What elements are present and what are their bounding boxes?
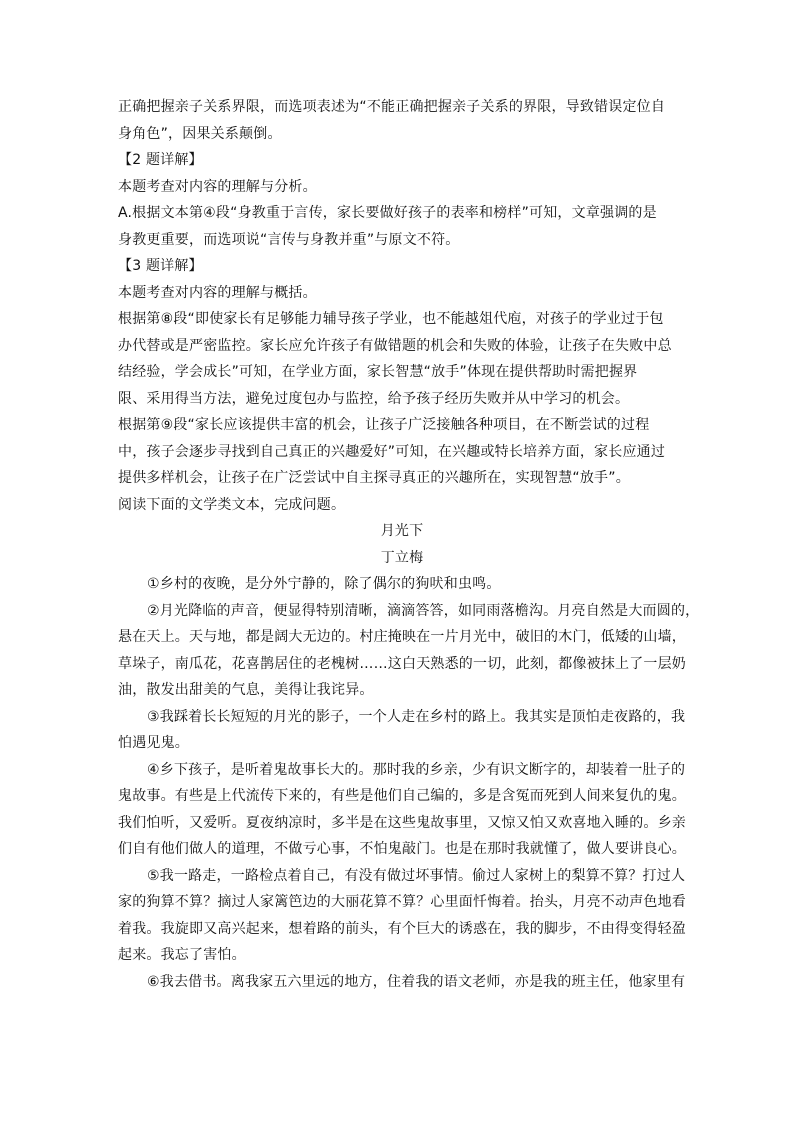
- text-line: 结经验，学会成长”可知，在学业方面，家长智慧“放手”体现在提供帮助时需把握界: [118, 364, 638, 380]
- document-page: [118, 94, 700, 995]
- text-line: A.根据文本第④段“身教重于言传，家长要做好孩子的表率和榜样”可知，文章强调的是: [118, 205, 657, 221]
- text-line: 本题考查对内容的理解与分析。: [118, 178, 317, 195]
- article-title: 月光下: [380, 523, 424, 539]
- paragraph-4: ④乡下孩子，是听着鬼故事长大的。那时我的乡亲，少有识文断字的，却装着一肚子的: [147, 761, 686, 778]
- instruction-line: 阅读下面的文学类文本，完成问题。: [118, 496, 346, 513]
- text-line: 办代替或是严密监控。家长应允许孩子有做错题的机会和失败的体验，让孩子在失败中总: [118, 337, 672, 354]
- text-line: 悬在天上。天与地，都是阔大无边的。村庄掩映在一片月光中，破旧的木门，低矮的山墙，: [118, 629, 686, 645]
- text-line: 着我。我旋即又高兴起来，想着路的前头，有个巨大的诱惑在，我的脚步，不由得变得轻盈: [118, 920, 686, 937]
- paragraph-1: ①乡村的夜晚，是分外宁静的，除了偶尔的狗吠和虫鸣。: [147, 576, 501, 592]
- text-line: 根据第⑧段“即使家长有足够能力辅导孩子学业，也不能越俎代庖，对孩子的学业过于包: [118, 311, 664, 327]
- text-line: 鬼故事。有些是上代流传下来的，有些是他们自己编的，多是含冤而死到人间来复仇的鬼。: [118, 788, 686, 804]
- paragraph-5: ⑤我一路走，一路检点着自己，有没有做过坏事情。偷过人家树上的梨算不算？打过人: [147, 867, 686, 884]
- text-line: 我们怕听，又爱听。夏夜纳凉时，多半是在这些鬼故事里，又惊又怕又欢喜地入睡的。乡亲: [118, 814, 686, 831]
- paragraph-6: ⑥我去借书。离我家五六里远的地方，住着我的语文老师，亦是我的班主任，他家里有: [147, 973, 686, 990]
- text-line: 身教更重要，而选项说“言传与身教并重”与原文不符。: [118, 231, 460, 248]
- text-line: 根据第⑨段“家长应该提供丰富的机会，让孩子广泛接触各种项目，在不断尝试的过程: [118, 417, 650, 433]
- text-line: 限、采用得当方法，避免过度包办与监控，给予孩子经历失败并从中学习的机会。: [118, 390, 630, 407]
- text-line: 们自有他们做人的道理，不做亏心事，不怕鬼敲门。也是在那时我就懂了，做人要讲良心。: [118, 841, 686, 857]
- text-line: 正确把握亲子关系界限，而选项表述为“不能正确把握亲子关系的界限，导致错误定位自: [118, 99, 666, 115]
- text-line: 起来。我忘了害怕。: [118, 947, 246, 963]
- text-line: 提供多样机会，让孩子在广泛尝试中自主探寻真正的兴趣所在，实现智慧“放手”。: [118, 470, 630, 486]
- section-heading: 【3 题详解】: [118, 258, 203, 274]
- paragraph-3: ③我踩着长长短短的月光的影子，一个人走在乡村的路上。我其实是顶怕走夜路的，我: [147, 708, 686, 725]
- text-line: 家的狗算不算？摘过人家篱笆边的大丽花算不算？心里面忏悔着。抬头，月亮不动声色地看: [118, 894, 686, 910]
- text-line: 身角色”，因果关系颠倒。: [118, 125, 282, 142]
- text-line: 本题考查对内容的理解与概括。: [118, 284, 317, 301]
- paragraph-2: ②月光降临的声音，便显得特别清晰，滴滴答答，如同雨落檐沟。月亮自然是大而圆的，: [147, 602, 700, 619]
- section-heading: 【2 题详解】: [118, 152, 203, 168]
- text-line: 中，孩子会逐步寻找到自己真正的兴趣爱好”可知，在兴趣或特长培养方面，家长应通过: [118, 443, 666, 460]
- text-line: 油，散发出甜美的气息，美得让我诧异。: [118, 682, 374, 698]
- text-line: 怕遇见鬼。: [118, 735, 189, 751]
- article-author: 丁立梅: [380, 549, 424, 566]
- text-line: 草垛子，南瓜花，花喜鹊居住的老槐树……这白天熟悉的一切，此刻，都像被抹上了一层奶: [118, 655, 686, 672]
